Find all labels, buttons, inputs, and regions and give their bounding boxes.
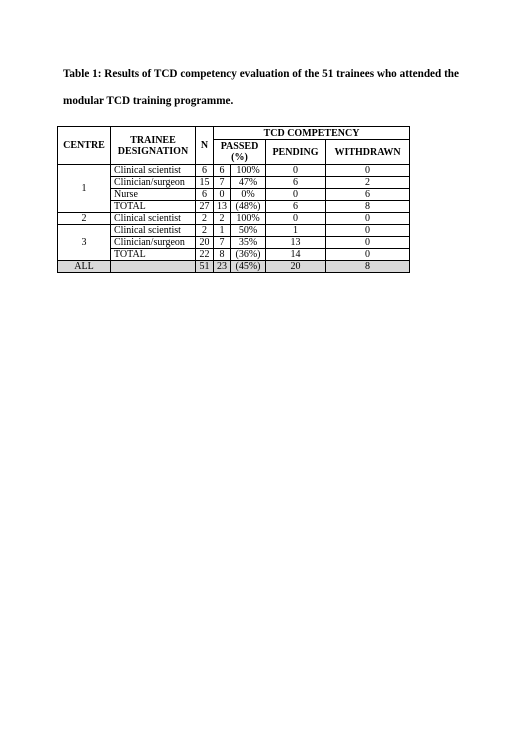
n-cell: 27 — [196, 201, 214, 213]
table-caption: Table 1: Results of TCD competency evaluation of the 51 trainees who attended the modular TCD training programme. — [63, 68, 459, 107]
table-row — [58, 189, 410, 201]
designation-cell: Clinical scientist — [111, 213, 196, 225]
pending-cell: 13 — [266, 237, 326, 249]
designation-cell: Clinician/surgeon — [111, 177, 196, 189]
n-cell: 6 — [196, 165, 214, 177]
n-cell: 2 — [196, 225, 214, 237]
passed-count-cell: 1 — [214, 225, 231, 237]
passed-percent-cell: (48%) — [231, 201, 266, 213]
pending-cell: 6 — [266, 177, 326, 189]
table-row — [58, 225, 410, 237]
all-passed-percent-cell: (45%) — [231, 261, 266, 273]
withdrawn-cell: 0 — [326, 237, 410, 249]
passed-percent-cell: (36%) — [231, 249, 266, 261]
table-body — [58, 165, 410, 273]
table-row — [58, 165, 410, 177]
designation-cell: Clinical scientist — [111, 165, 196, 177]
all-withdrawn-cell: 8 — [326, 261, 410, 273]
withdrawn-cell: 2 — [326, 177, 410, 189]
designation-cell: TOTAL — [111, 249, 196, 261]
header-centre: CENTRE — [58, 127, 111, 165]
passed-count-cell: 0 — [214, 189, 231, 201]
n-cell: 15 — [196, 177, 214, 189]
n-cell: 6 — [196, 189, 214, 201]
passed-percent-cell: 35% — [231, 237, 266, 249]
pending-cell: 0 — [266, 189, 326, 201]
designation-cell: Nurse — [111, 189, 196, 201]
table-row — [58, 249, 410, 261]
table-row — [58, 177, 410, 189]
header-competency: TCD COMPETENCY — [214, 127, 410, 140]
pending-cell: 14 — [266, 249, 326, 261]
table-row — [58, 213, 410, 225]
withdrawn-cell: 8 — [326, 201, 410, 213]
passed-count-cell: 7 — [214, 177, 231, 189]
designation-cell: Clinician/surgeon — [111, 237, 196, 249]
pending-cell: 6 — [266, 201, 326, 213]
header-designation: TRAINEE DESIGNATION — [111, 127, 196, 165]
passed-count-cell: 6 — [214, 165, 231, 177]
passed-percent-cell: 100% — [231, 213, 266, 225]
results-table — [57, 126, 410, 273]
header-pending: PENDING — [266, 140, 326, 165]
withdrawn-cell: 6 — [326, 189, 410, 201]
all-designation-cell — [111, 261, 196, 273]
pending-cell: 0 — [266, 165, 326, 177]
pending-cell: 1 — [266, 225, 326, 237]
table-row — [58, 237, 410, 249]
passed-count-cell: 2 — [214, 213, 231, 225]
passed-percent-cell: 0% — [231, 189, 266, 201]
passed-count-cell: 8 — [214, 249, 231, 261]
pending-cell: 0 — [266, 213, 326, 225]
header-n: N — [196, 127, 214, 165]
centre-cell: 2 — [58, 213, 111, 225]
all-label-cell: ALL — [58, 261, 111, 273]
n-cell: 20 — [196, 237, 214, 249]
header-withdrawn: WITHDRAWN — [326, 140, 410, 165]
all-n-cell: 51 — [196, 261, 214, 273]
centre-cell: 3 — [58, 225, 111, 261]
designation-cell: TOTAL — [111, 201, 196, 213]
centre-cell: 1 — [58, 165, 111, 213]
passed-percent-cell: 100% — [231, 165, 266, 177]
all-pending-cell: 20 — [266, 261, 326, 273]
withdrawn-cell: 0 — [326, 165, 410, 177]
n-cell: 22 — [196, 249, 214, 261]
designation-cell: Clinical scientist — [111, 225, 196, 237]
passed-count-cell: 13 — [214, 201, 231, 213]
table-row — [58, 201, 410, 213]
header-passed: PASSED (%) — [214, 140, 266, 165]
withdrawn-cell: 0 — [326, 213, 410, 225]
passed-percent-cell: 50% — [231, 225, 266, 237]
all-passed-count-cell: 23 — [214, 261, 231, 273]
passed-count-cell: 7 — [214, 237, 231, 249]
passed-percent-cell: 47% — [231, 177, 266, 189]
withdrawn-cell: 0 — [326, 225, 410, 237]
withdrawn-cell: 0 — [326, 249, 410, 261]
n-cell: 2 — [196, 213, 214, 225]
total-all-row — [58, 261, 410, 273]
